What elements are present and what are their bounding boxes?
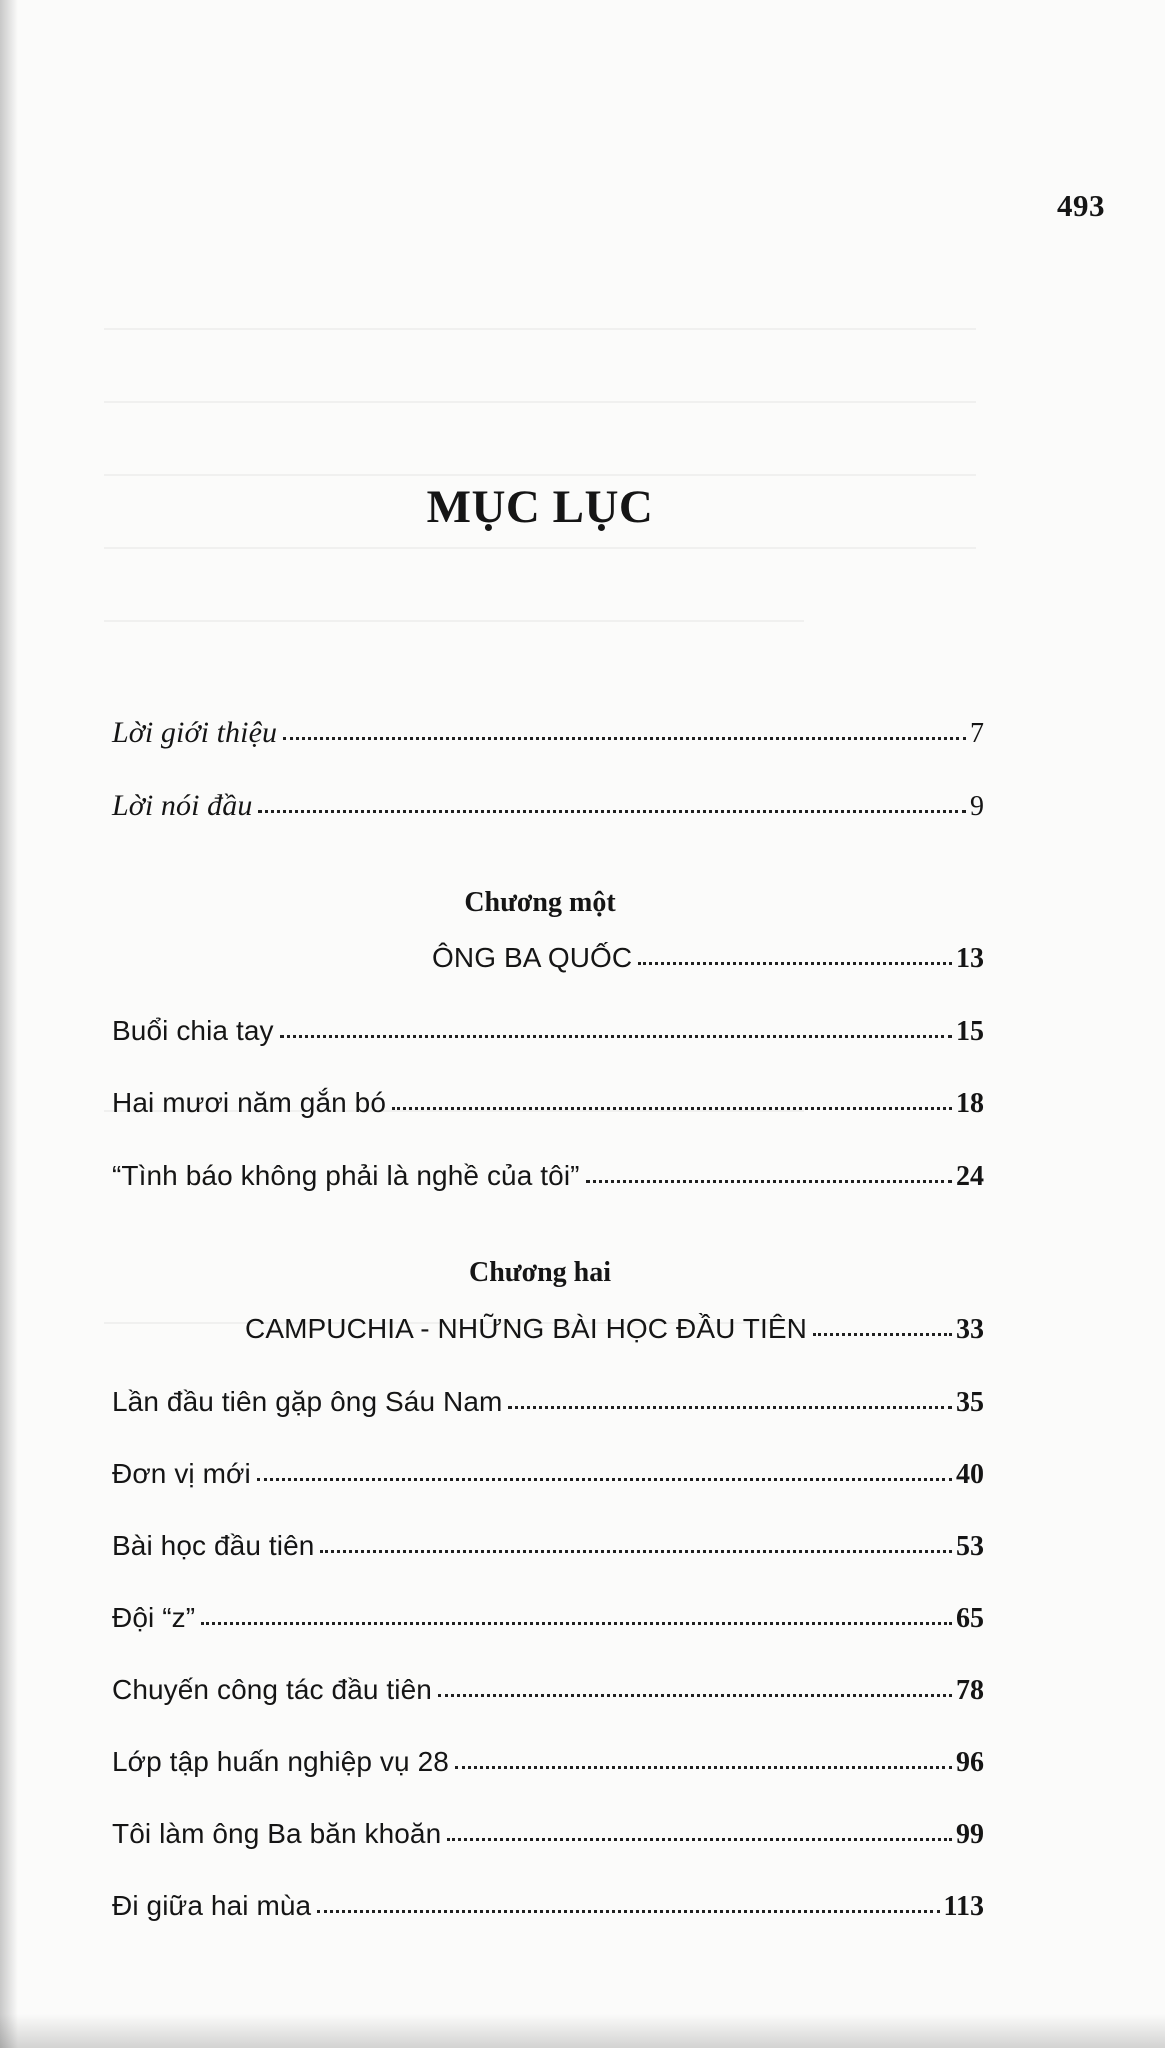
show-through-line [104, 620, 804, 622]
toc-entry-label: Lớp tập huấn nghiệp vụ 28 [112, 1746, 449, 1777]
toc-entry[interactable] [112, 1892, 984, 1921]
toc-entry-label: Hai mươi năm gắn bó [112, 1087, 387, 1118]
dot-leader [283, 737, 966, 740]
toc-page-number: 24 [956, 1161, 984, 1192]
dot-leader [257, 1478, 952, 1481]
toc-entry[interactable] [112, 1162, 984, 1191]
dot-leader [813, 1333, 952, 1336]
show-through-line [104, 547, 976, 549]
toc-entry-label: “Tình báo không phải là nghề của tôi” [112, 1160, 580, 1191]
toc-entry[interactable] [112, 1089, 984, 1118]
toc-page-number: 40 [956, 1459, 984, 1490]
toc-entry-label: Đơn vị mới [112, 1458, 251, 1489]
toc-entry[interactable] [112, 1604, 984, 1633]
chapter-title: ÔNG BA QUỐC [432, 942, 633, 973]
toc-page-number: 15 [956, 1016, 984, 1047]
toc-page-number: 35 [956, 1387, 984, 1418]
toc-entry[interactable] [112, 1460, 984, 1489]
dot-leader [392, 1107, 952, 1110]
dot-leader [508, 1406, 952, 1409]
toc-entry-label: Lần đầu tiên gặp ông Sáu Nam [112, 1386, 503, 1417]
toc-page-number: 9 [970, 791, 984, 822]
toc-page-number: 78 [956, 1675, 984, 1706]
toc-entry-label: Lời giới thiệu [112, 716, 278, 749]
toc-page-number: 96 [956, 1747, 984, 1778]
toc-entry-label: Bài học đầu tiên [112, 1530, 315, 1561]
show-through-line [104, 401, 976, 403]
toc-entry-label: Đội “z” [112, 1602, 196, 1633]
toc-page-number: 65 [956, 1603, 984, 1634]
toc-entry[interactable] [112, 1532, 984, 1561]
toc-page-number: 13 [956, 943, 984, 974]
chapter-heading: Chương một [464, 887, 616, 918]
show-through-line [104, 474, 976, 476]
toc-entry-label: Đi giữa hai mùa [112, 1890, 312, 1921]
toc-entry-intro[interactable] [112, 718, 984, 748]
toc-page-number: 113 [943, 1891, 984, 1922]
dot-leader [258, 810, 966, 813]
toc-entry[interactable] [112, 1820, 984, 1849]
toc-entry[interactable] [112, 1017, 984, 1046]
chapter-title-entry[interactable] [245, 1315, 984, 1344]
show-through-line [104, 328, 976, 330]
toc-entry-label: Buổi chia tay [112, 1015, 274, 1046]
toc-page-number: 18 [956, 1088, 984, 1119]
toc-entry[interactable] [112, 1676, 984, 1705]
page-title: MỤC LỤC [426, 481, 654, 533]
dot-leader [317, 1910, 939, 1913]
dot-leader [438, 1694, 952, 1697]
toc-entry-label: Lời nói đầu [112, 789, 253, 822]
toc-page-number: 99 [956, 1819, 984, 1850]
toc-page-number: 33 [956, 1314, 984, 1345]
toc-entry-label: Tôi làm ông Ba băn khoăn [112, 1818, 442, 1849]
dot-leader [447, 1838, 952, 1841]
toc-page-number: 53 [956, 1531, 984, 1562]
toc-entry[interactable] [112, 1748, 984, 1777]
dot-leader [201, 1622, 952, 1625]
chapter-title: CAMPUCHIA - NHỮNG BÀI HỌC ĐẦU TIÊN [245, 1313, 807, 1344]
toc-entry[interactable] [112, 1388, 984, 1417]
toc-entry-preface[interactable] [112, 791, 984, 821]
dot-leader [320, 1550, 952, 1553]
chapter-title-entry[interactable] [432, 944, 984, 973]
chapter-heading: Chương hai [468, 1257, 612, 1288]
toc-entry-label: Chuyến công tác đầu tiên [112, 1674, 432, 1705]
page-number: 493 [1057, 188, 1105, 223]
toc-page-number: 7 [970, 718, 984, 749]
dot-leader [638, 962, 952, 965]
dot-leader [280, 1035, 952, 1038]
dot-leader [455, 1766, 952, 1769]
dot-leader [586, 1180, 952, 1183]
